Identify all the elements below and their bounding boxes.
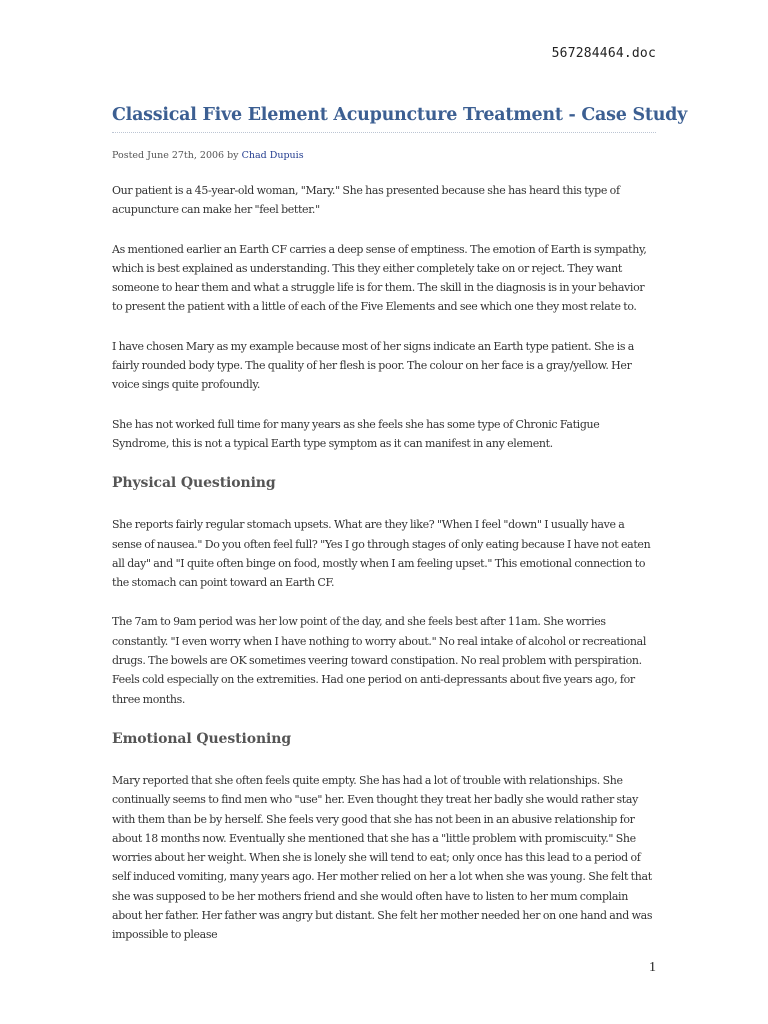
section-heading-emotional-questioning: Emotional Questioning xyxy=(112,730,292,747)
paragraph: As mentioned earlier an Earth CF carries a deep sense of emptiness. The emotion of Earth is sympathy, which is best explained as understanding. This they either completely take on or reject. They want someone to hear them and what a struggle life is for them. The skill in the diagnosis is in your behavior to present the patient with a little of each of the Five Elements and see which one they most relate to. xyxy=(112,242,647,314)
author-link[interactable]: Chad Dupuis xyxy=(241,150,304,161)
paragraph: She has not worked full time for many years as she feels she has some type of Chronic Fatigue Syndrome, this is not a typical Earth type symptom as it can manifest in any element. xyxy=(112,417,600,450)
paragraph: I have chosen Mary as my example because most of her signs indicate an Earth type patient. She is a fairly rounded body type. The quality of her flesh is poor. The colour on her face is a gray/yellow. Her voice sings quite profoundly. xyxy=(112,339,635,392)
document-filename: 567284464.doc xyxy=(551,46,656,61)
article xyxy=(112,100,688,965)
paragraph: The 7am to 9am period was her low point of the day, and she feels best after 11am. She worries constantly. "I even worry when I have nothing to worry about." No real intake of alcohol or recreational drugs. The bowels are OK sometimes veering toward constipation. No real problem with perspiration. Feels cold especially on the extremities. Had one period on anti-depressants about five years ago, for three months. xyxy=(112,615,647,706)
paragraph: Our patient is a 45-year-old woman, "Mary." She has presented because she has heard this type of acupuncture can make her "feel better." xyxy=(112,184,620,217)
article-body xyxy=(112,181,656,945)
post-meta xyxy=(112,149,656,163)
section-heading-physical-questioning: Physical Questioning xyxy=(112,475,276,492)
paragraph: Mary reported that she often feels quite empty. She has had a lot of trouble with relationships. She continually seems to find men who "use" her. Even thought they treat her badly she would rather stay with them than be by herself. She feels very good that she has not been in an abusive relationship for about 18 months now. Eventually she mentioned that she has a "little problem with promiscuity." She worries about her weight. When she is lonely she will tend to eat; only once has this lead to a period of self induced vomiting, many years ago. Her mother relied on her a lot when she was young. She felt that she was supposed to be her mothers friend and she would often have to listen to her mum complain about her father. Her father was angry but distant. She felt her mother needed her on one hand and was impossible to please xyxy=(112,773,653,942)
posted-date: Posted June 27th, 2006 by xyxy=(112,150,242,161)
article-title: Classical Five Element Acupuncture Treatment - Case Study xyxy=(112,100,656,133)
page-number: 1 xyxy=(649,960,656,975)
paragraph: She reports fairly regular stomach upsets. What are they like? "When I feel "down" I usually have a sense of nausea." Do you often feel full? "Yes I go through stages of only eating because I have not eaten all day" and "I quite often binge on food, mostly when I am feeling upset." This emotional connection to the stomach can point toward an Earth CF. xyxy=(112,518,651,590)
